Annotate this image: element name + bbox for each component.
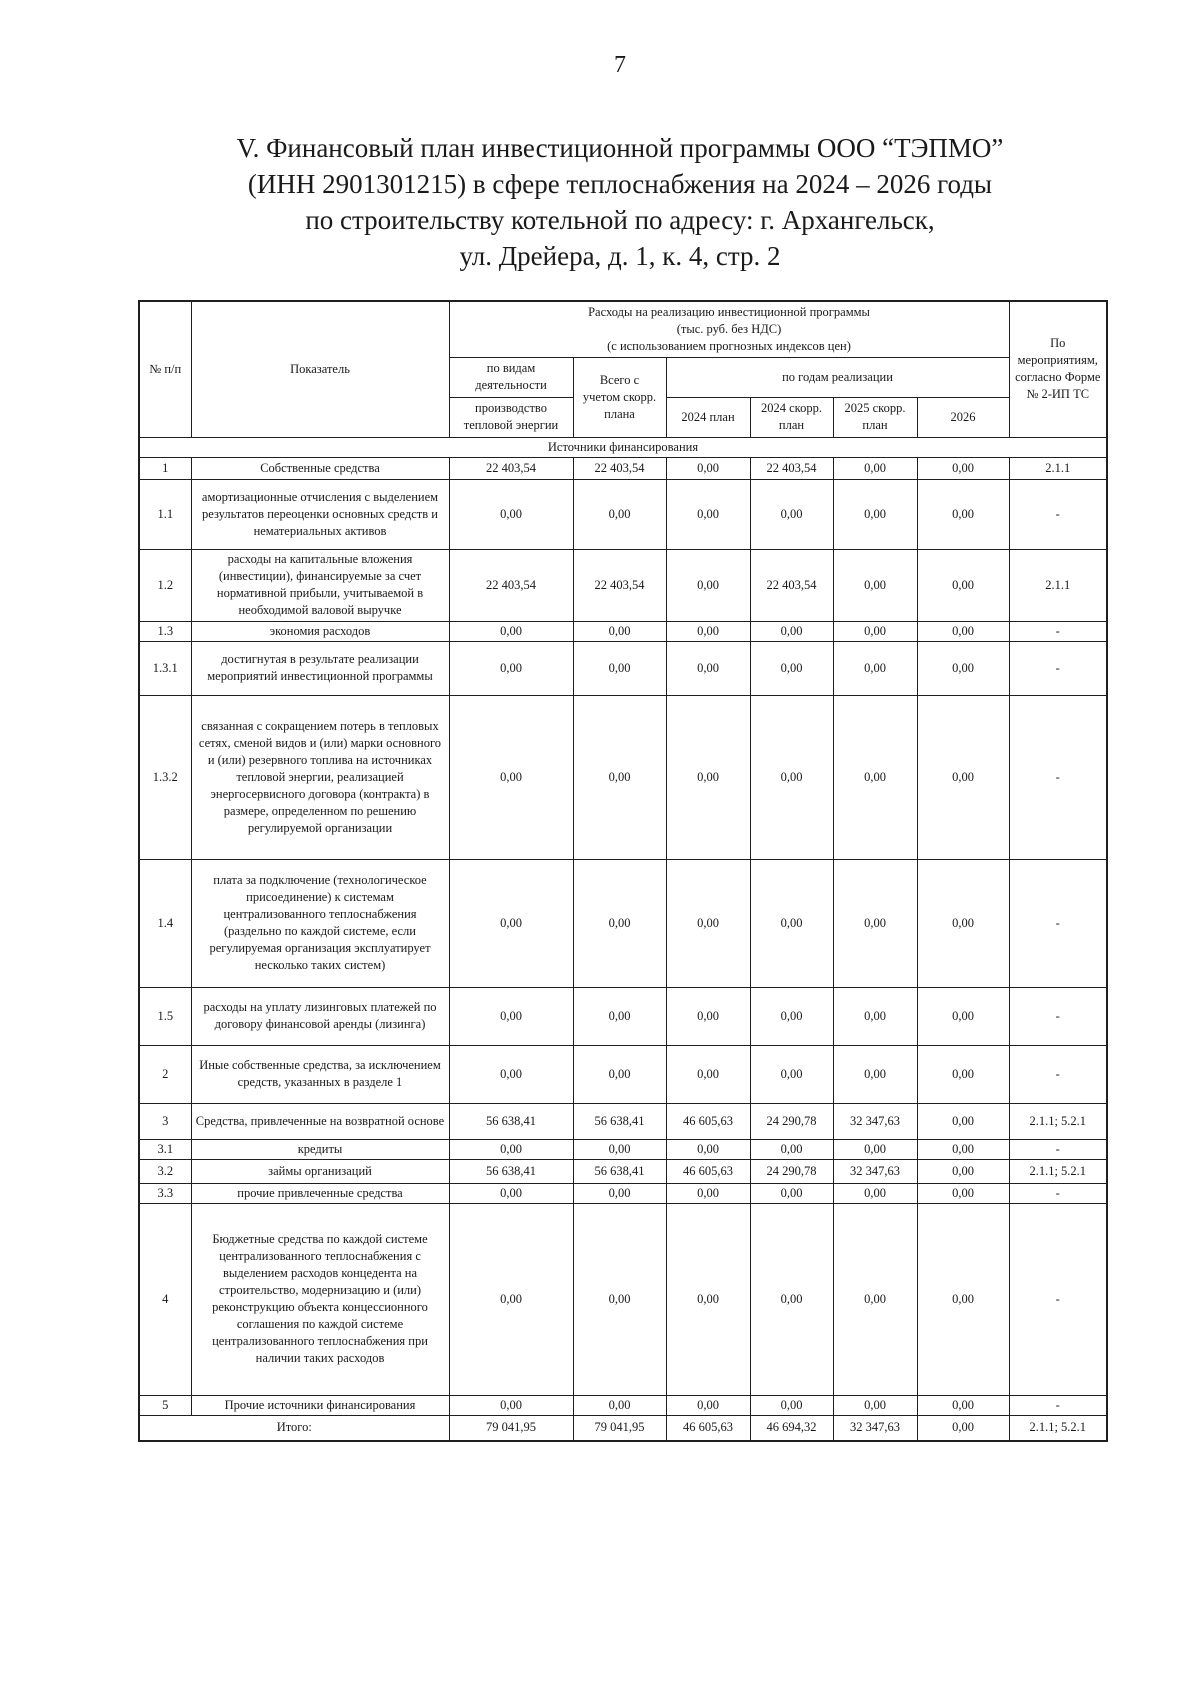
row-2024-plan: 0,00 (666, 479, 750, 549)
row-heat-production: 0,00 (449, 859, 573, 987)
row-total: 0,00 (573, 1395, 666, 1415)
table-row (139, 987, 1107, 1045)
row-2024-plan: 0,00 (666, 1203, 750, 1395)
table-row (139, 1203, 1107, 1395)
header-heat-line-2: тепловой энергии (463, 418, 559, 432)
row-2024-corrected: 0,00 (750, 859, 833, 987)
row-indicator: Средства, привлеченные на возвратной основе (191, 1103, 449, 1139)
header-2024-plan: 2024 план (666, 397, 750, 437)
section-row (139, 437, 1107, 457)
row-total: 0,00 (573, 1203, 666, 1395)
table-row (139, 1395, 1107, 1415)
table-row (139, 549, 1107, 621)
row-form-ref: 2.1.1 (1009, 457, 1107, 479)
row-2024-corrected: 22 403,54 (750, 549, 833, 621)
header-total-line-1: Всего с (599, 372, 640, 387)
row-2024-plan: 0,00 (666, 1395, 750, 1415)
row-2026: 0,00 (917, 1395, 1009, 1415)
row-heat-production: 0,00 (449, 1203, 573, 1395)
row-indicator: плата за подключение (технологическое присоединение) к системам централизованного теплоснабжения (раздельно по каждой системе, если регулируемая организация эксплуатирует несколько таких систем) (191, 859, 449, 987)
row-indicator: займы организаций (191, 1159, 449, 1183)
row-indicator: прочие привлеченные средства (191, 1183, 449, 1203)
header-2024-corrected-line-2: план (778, 418, 805, 432)
row-2026: 0,00 (917, 1159, 1009, 1183)
row-2024-plan: 0,00 (666, 859, 750, 987)
row-heat-production: 0,00 (449, 695, 573, 859)
row-2025-corrected: 0,00 (833, 1045, 917, 1103)
table-row (139, 1183, 1107, 1203)
row-num: 1.1 (139, 479, 191, 549)
row-num: 3 (139, 1103, 191, 1139)
row-form-ref: 2.1.1 (1009, 549, 1107, 621)
header-num: № п/п (139, 301, 191, 437)
row-heat-production: 0,00 (449, 1395, 573, 1415)
row-2024-plan: 0,00 (666, 1139, 750, 1159)
header-total-line-3: плана (604, 406, 635, 421)
row-num: 1.5 (139, 987, 191, 1045)
row-indicator: Прочие источники финансирования (191, 1395, 449, 1415)
row-2026: 0,00 (917, 1139, 1009, 1159)
row-2025-corrected: 32 347,63 (833, 1103, 917, 1139)
row-2024-plan: 0,00 (666, 641, 750, 695)
row-indicator: амортизационные отчисления с выделением результатов переоценки основных средств и нематериальных активов (191, 479, 449, 549)
header-2024-corrected-line-1: 2024 скорр. (761, 401, 822, 415)
header-expenses (449, 301, 1009, 357)
row-2026: 0,00 (917, 1045, 1009, 1103)
row-form-ref: 2.1.1; 5.2.1 (1009, 1159, 1107, 1183)
total-row (139, 1415, 1107, 1441)
row-total: 0,00 (573, 641, 666, 695)
row-2026: 0,00 (917, 479, 1009, 549)
row-2025-corrected: 0,00 (833, 1203, 917, 1395)
table-row (139, 479, 1107, 549)
row-heat-production: 56 638,41 (449, 1159, 573, 1183)
total-label: Итого: (139, 1415, 449, 1441)
header-indicator: Показатель (191, 301, 449, 437)
header-2025-corrected (833, 397, 917, 437)
row-2024-plan: 0,00 (666, 1183, 750, 1203)
total-total: 79 041,95 (573, 1415, 666, 1441)
row-heat-production: 0,00 (449, 987, 573, 1045)
row-2026: 0,00 (917, 457, 1009, 479)
row-num: 1.3 (139, 621, 191, 641)
total-2024-plan: 46 605,63 (666, 1415, 750, 1441)
row-2024-corrected: 0,00 (750, 1395, 833, 1415)
header-heat-line-1: производство (475, 401, 547, 415)
row-2024-corrected: 22 403,54 (750, 457, 833, 479)
title-line-2: (ИНН 2901301215) в сфере теплоснабжения на 2024 – 2026 годы (247, 169, 993, 199)
row-2024-corrected: 24 290,78 (750, 1103, 833, 1139)
header-2025-corrected-line-2: план (862, 418, 888, 432)
row-2026: 0,00 (917, 641, 1009, 695)
header-by-activity (449, 357, 573, 397)
row-2024-corrected: 0,00 (750, 987, 833, 1045)
row-2026: 0,00 (917, 859, 1009, 987)
row-2024-corrected: 0,00 (750, 641, 833, 695)
row-2025-corrected: 32 347,63 (833, 1159, 917, 1183)
row-total: 0,00 (573, 621, 666, 641)
row-2026: 0,00 (917, 549, 1009, 621)
row-2024-plan: 0,00 (666, 987, 750, 1045)
row-form-ref: - (1009, 1045, 1107, 1103)
row-2024-corrected: 0,00 (750, 1183, 833, 1203)
row-form-ref: - (1009, 987, 1107, 1045)
row-num: 3.2 (139, 1159, 191, 1183)
table-row (139, 641, 1107, 695)
table-row (139, 859, 1107, 987)
table-row (139, 1159, 1107, 1183)
row-num: 1.3.2 (139, 695, 191, 859)
row-form-ref: - (1009, 1203, 1107, 1395)
row-indicator: связанная с сокращением потерь в тепловых сетях, сменой видов и (или) марки основного и (или) резервного топлива на источниках тепловой энергии, реализацией энергосервисного договора (контракта) в размере, определенном по решению регулируемой организации (191, 695, 449, 859)
row-total: 0,00 (573, 987, 666, 1045)
row-form-ref: - (1009, 1395, 1107, 1415)
header-by-activity-line-2: деятельности (475, 378, 547, 392)
row-2026: 0,00 (917, 1203, 1009, 1395)
row-2025-corrected: 0,00 (833, 641, 917, 695)
header-form-line-3: согласно Форме (1015, 370, 1101, 385)
row-total: 0,00 (573, 1139, 666, 1159)
table-row (139, 1045, 1107, 1103)
row-2026: 0,00 (917, 621, 1009, 641)
row-heat-production: 0,00 (449, 479, 573, 549)
total-2026: 0,00 (917, 1415, 1009, 1441)
document-title (140, 130, 1100, 274)
header-form-line-1: По (1050, 336, 1066, 351)
row-2026: 0,00 (917, 1103, 1009, 1139)
row-heat-production: 0,00 (449, 1045, 573, 1103)
row-num: 3.1 (139, 1139, 191, 1159)
row-2026: 0,00 (917, 987, 1009, 1045)
row-2024-corrected: 24 290,78 (750, 1159, 833, 1183)
row-indicator: экономия расходов (191, 621, 449, 641)
row-form-ref: 2.1.1; 5.2.1 (1009, 1103, 1107, 1139)
row-total: 22 403,54 (573, 457, 666, 479)
header-total (573, 357, 666, 437)
row-heat-production: 0,00 (449, 621, 573, 641)
row-total: 0,00 (573, 695, 666, 859)
row-2024-plan: 0,00 (666, 621, 750, 641)
row-total: 0,00 (573, 859, 666, 987)
row-indicator: Собственные средства (191, 457, 449, 479)
header-2025-corrected-line-1: 2025 скорр. (844, 401, 906, 415)
table-row (139, 1103, 1107, 1139)
row-2024-plan: 0,00 (666, 695, 750, 859)
row-num: 4 (139, 1203, 191, 1395)
row-2024-corrected: 0,00 (750, 621, 833, 641)
row-num: 2 (139, 1045, 191, 1103)
header-row-1 (139, 301, 1107, 357)
row-2025-corrected: 0,00 (833, 1183, 917, 1203)
row-heat-production: 56 638,41 (449, 1103, 573, 1139)
row-2025-corrected: 0,00 (833, 621, 917, 641)
header-heat-production (449, 397, 573, 437)
table-row (139, 457, 1107, 479)
header-expenses-line-1: Расходы на реализацию инвестиционной программы (588, 304, 870, 319)
row-total: 22 403,54 (573, 549, 666, 621)
row-form-ref: - (1009, 641, 1107, 695)
row-2024-plan: 46 605,63 (666, 1159, 750, 1183)
total-2025-corrected: 32 347,63 (833, 1415, 917, 1441)
row-2024-plan: 0,00 (666, 457, 750, 479)
header-by-activity-line-1: по видам (486, 361, 536, 375)
row-2024-plan: 0,00 (666, 1045, 750, 1103)
table-row (139, 695, 1107, 859)
row-total: 56 638,41 (573, 1103, 666, 1139)
row-2025-corrected: 0,00 (833, 479, 917, 549)
row-indicator: расходы на капитальные вложения (инвестиции), финансируемые за счет нормативной прибыли, учитываемой в необходимой валовой выручке (191, 549, 449, 621)
header-form-line-4: № 2-ИП ТС (1026, 387, 1090, 402)
row-total: 0,00 (573, 1183, 666, 1203)
row-indicator: Иные собственные средства, за исключением средств, указанных в разделе 1 (191, 1045, 449, 1103)
section-label: Источники финансирования (139, 437, 1107, 457)
row-form-ref: - (1009, 859, 1107, 987)
row-2025-corrected: 0,00 (833, 549, 917, 621)
row-num: 1.2 (139, 549, 191, 621)
total-2024-corrected: 46 694,32 (750, 1415, 833, 1441)
row-form-ref: - (1009, 1139, 1107, 1159)
row-total: 0,00 (573, 479, 666, 549)
row-num: 1.3.1 (139, 641, 191, 695)
row-2024-plan: 46 605,63 (666, 1103, 750, 1139)
row-2024-corrected: 0,00 (750, 479, 833, 549)
row-2025-corrected: 0,00 (833, 987, 917, 1045)
total-form-ref: 2.1.1; 5.2.1 (1009, 1415, 1107, 1441)
row-num: 5 (139, 1395, 191, 1415)
row-2024-corrected: 0,00 (750, 1139, 833, 1159)
financial-plan-table (138, 300, 1108, 1442)
header-2026: 2026 (917, 397, 1009, 437)
row-2024-corrected: 0,00 (750, 695, 833, 859)
title-line-1: V. Финансовый план инвестиционной программы ООО “ТЭПМО” (236, 133, 1004, 163)
row-2026: 0,00 (917, 695, 1009, 859)
row-num: 1.4 (139, 859, 191, 987)
row-heat-production: 22 403,54 (449, 549, 573, 621)
page-number: 7 (614, 52, 626, 78)
row-form-ref: - (1009, 1183, 1107, 1203)
row-2025-corrected: 0,00 (833, 1139, 917, 1159)
title-line-4: ул. Дрейера, д. 1, к. 4, стр. 2 (459, 241, 781, 271)
row-2025-corrected: 0,00 (833, 457, 917, 479)
row-2025-corrected: 0,00 (833, 695, 917, 859)
row-indicator: Бюджетные средства по каждой системе централизованного теплоснабжения с выделением расходов концедента на строительство, модернизацию и (или) реконструкцию объекта концессионного соглашения по каждой системе централизованного теплоснабжения при наличии таких расходов (191, 1203, 449, 1395)
row-2025-corrected: 0,00 (833, 859, 917, 987)
row-2025-corrected: 0,00 (833, 1395, 917, 1415)
row-heat-production: 0,00 (449, 641, 573, 695)
row-form-ref: - (1009, 695, 1107, 859)
row-2024-corrected: 0,00 (750, 1203, 833, 1395)
row-total: 0,00 (573, 1045, 666, 1103)
row-form-ref: - (1009, 479, 1107, 549)
row-form-ref: - (1009, 621, 1107, 641)
row-indicator: расходы на уплату лизинговых платежей по договору финансовой аренды (лизинга) (191, 987, 449, 1045)
header-form (1009, 301, 1107, 437)
row-indicator: достигнутая в результате реализации мероприятий инвестиционной программы (191, 641, 449, 695)
table-row (139, 1139, 1107, 1159)
row-2024-plan: 0,00 (666, 549, 750, 621)
row-2026: 0,00 (917, 1183, 1009, 1203)
header-expenses-line-3: (с использованием прогнозных индексов цен) (607, 338, 851, 353)
header-total-line-2: учетом скорр. (582, 389, 657, 404)
row-heat-production: 0,00 (449, 1139, 573, 1159)
row-heat-production: 0,00 (449, 1183, 573, 1203)
header-by-years: по годам реализации (666, 357, 1009, 397)
header-form-line-2: мероприятиям, (1017, 353, 1098, 368)
table-row (139, 621, 1107, 641)
header-expenses-line-2: (тыс. руб. без НДС) (676, 321, 782, 336)
row-num: 3.3 (139, 1183, 191, 1203)
row-indicator: кредиты (191, 1139, 449, 1159)
row-heat-production: 22 403,54 (449, 457, 573, 479)
row-num: 1 (139, 457, 191, 479)
header-2024-corrected (750, 397, 833, 437)
row-2024-corrected: 0,00 (750, 1045, 833, 1103)
total-heat-production: 79 041,95 (449, 1415, 573, 1441)
title-line-3: по строительству котельной по адресу: г. Архангельск, (305, 205, 935, 235)
row-total: 56 638,41 (573, 1159, 666, 1183)
